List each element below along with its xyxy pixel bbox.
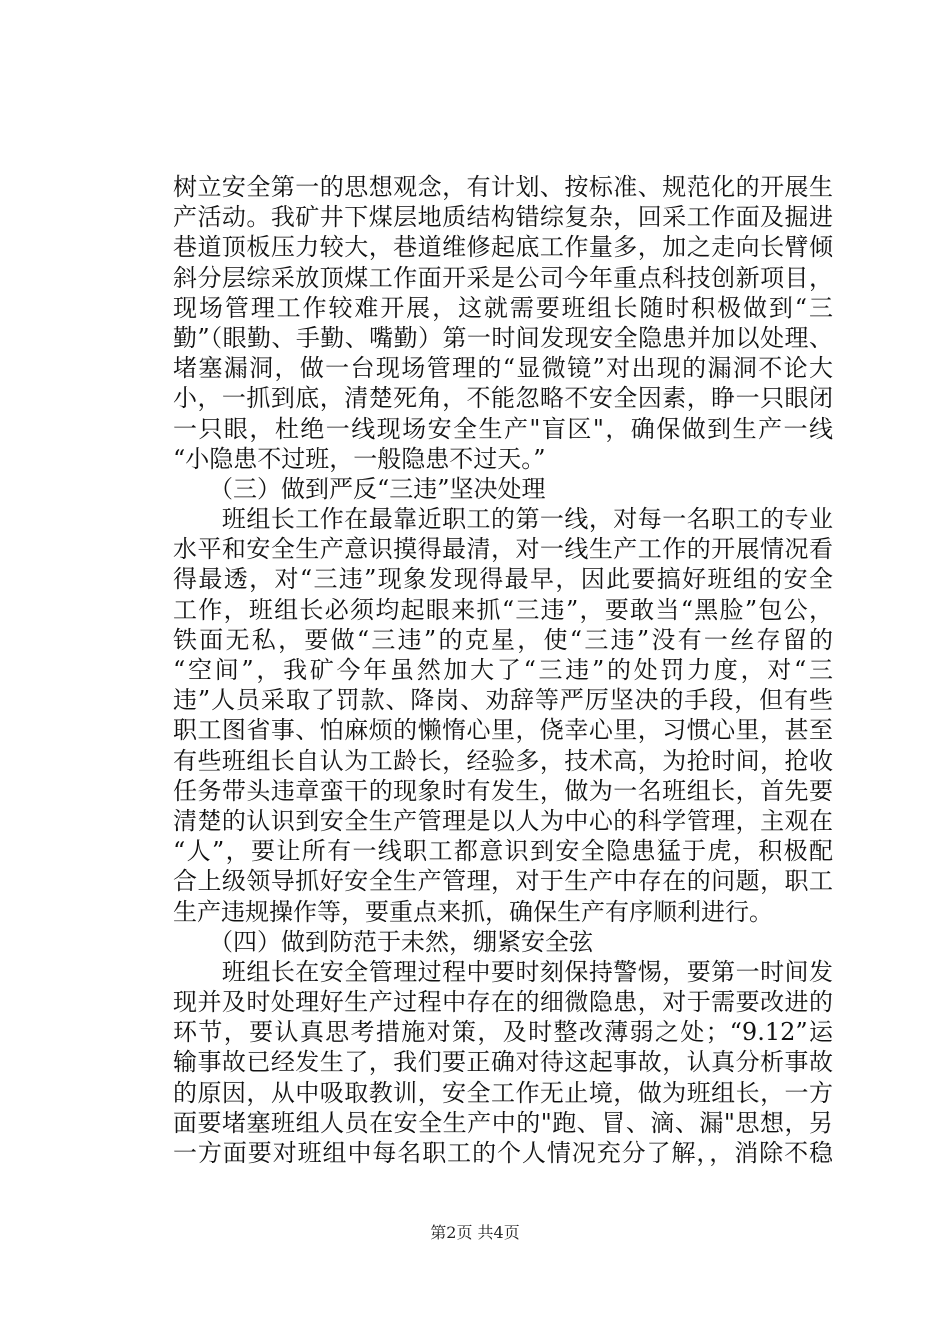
text-line: 巷道顶板压力较大，巷道维修起底工作量多，加之走向长臂倾 [173,233,833,262]
page-footer [0,1222,950,1244]
text-line: 一方面要对班组中每名职工的个人情况充分了解，，消除不稳 [173,1139,833,1167]
text-line: 任务带头违章蛮干的现象时有发生，做为一名班组长，首先要 [173,776,833,805]
text-line: 生产违规操作等，要重点来抓，确保生产有序顺利进行。 [173,897,773,926]
text-line: “小隐患不过班，一般隐患不过天。” [173,444,546,473]
text-line: 现场管理工作较难开展，这就需要班组长随时积极做到“三 [173,293,833,322]
text-line: 水平和安全生产意识摸得最清，对一线生产工作的开展情况看 [173,535,833,564]
text-line: 小，一抓到底，清楚死角，不能忽略不安全因素，睁一只眼闭 [173,384,833,413]
page-number: 第2页 共4页 [430,1223,520,1242]
text-line: 环节，要认真思考措施对策，及时整改薄弱之处；“9.12”运 [173,1018,833,1047]
text-line: 堵塞漏洞，做一台现场管理的“显微镜”对出现的漏洞不论大 [173,354,833,383]
text-line: 铁面无私，要做“三违”的克星，使“三违”没有一丝存留的 [173,625,833,654]
section-heading: （四）做到防范于未然，绷紧安全弦 [173,927,593,956]
text-line: 职工图省事、怕麻烦的懒惰心里，侥幸心里，习惯心里，甚至 [173,716,833,745]
text-line: 有些班组长自认为工龄长，经验多，技术高，为抢时间，抢收 [173,746,833,775]
text-line: “人”，要让所有一线职工都意识到安全隐患猛于虎，积极配 [173,837,833,866]
text-line: 合上级领导抓好安全生产管理，对于生产中存在的问题，职工 [173,867,833,896]
text-line: “空间”，我矿今年虽然加大了“三违”的处罚力度，对“三 [173,656,833,684]
text-line: 清楚的认识到安全生产管理是以人为中心的科学管理，主观在 [173,806,833,835]
text-line: 一只眼，杜绝一线现场安全生产"盲区"，确保做到生产一线 [173,414,833,443]
body-text [173,172,833,1168]
text-line: 勤”（眼勤、手勤、嘴勤）第一时间发现安全隐患并加以处理、 [173,323,833,352]
text-line: 斜分层综采放顶煤工作面开采是公司今年重点科技创新项目， [173,263,833,292]
text-line: 班组长在安全管理过程中要时刻保持警惕，要第一时间发 [173,957,833,986]
text-line: 面要堵塞班组人员在安全生产中的"跑、冒、滴、漏"思想，另 [173,1108,833,1137]
text-line: 违”人员采取了罚款、降岗、劝辞等严厉坚决的手段，但有些 [173,686,833,715]
text-line: 树立安全第一的思想观念，有计划、按标准、规范化的开展生 [173,173,833,201]
text-line: 现并及时处理好生产过程中存在的细微隐患，对于需要改进的 [173,988,833,1017]
text-line: 得最透，对“三违”现象发现得最早，因此要搞好班组的安全 [173,565,833,594]
section-heading: （三）做到严反“三违”坚决处理 [173,474,546,503]
text-line: 输事故已经发生了，我们要正确对待这起事故，认真分析事故 [173,1048,833,1077]
text-line: 产活动。我矿井下煤层地质结构错综复杂，回采工作面及掘进 [173,203,833,232]
text-line: 班组长工作在最靠近职工的第一线，对每一名职工的专业 [173,505,833,534]
text-line: 工作，班组长必须均起眼来抓“三违”，要敢当“黑脸”包公， [173,595,833,624]
text-line: 的原因，从中吸取教训，安全工作无止境，做为班组长，一方 [173,1078,833,1107]
